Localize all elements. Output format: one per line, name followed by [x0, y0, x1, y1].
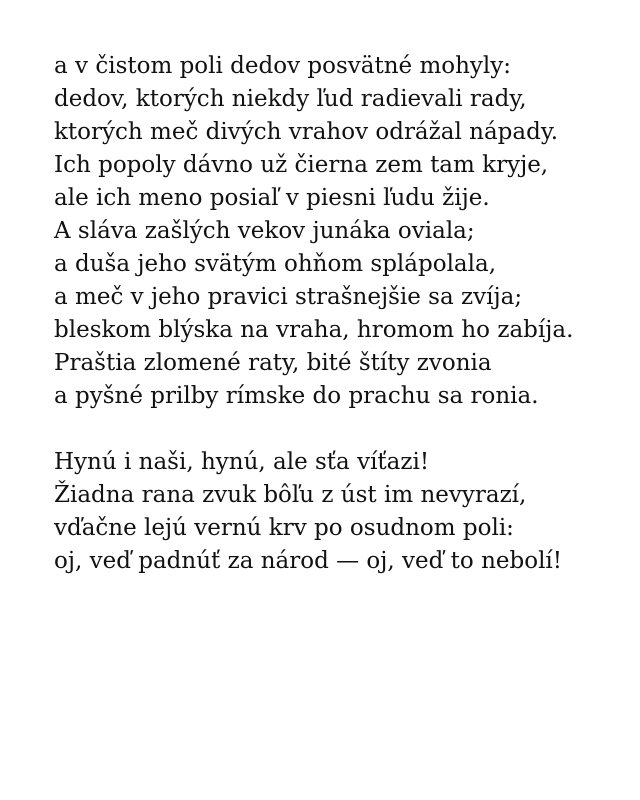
poem-line: A sláva zašlých vekov junáka oviala;	[54, 218, 475, 244]
poem-line: a v čistom poli dedov posvätné mohyly:	[54, 53, 512, 79]
poem-page	[54, 50, 624, 578]
stanza-2	[54, 446, 624, 578]
poem-line: oj, veď padnúť za národ — oj, veď to nebolí!	[54, 548, 563, 574]
poem-line: Ich popoly dávno už čierna zem tam kryje,	[54, 152, 549, 178]
poem-line: a meč v jeho pravici strašnejšie sa zvíja;	[54, 284, 523, 310]
poem-line: a pyšné prilby rímske do prachu sa ronia.	[54, 383, 539, 409]
poem-line: dedov, ktorých niekdy ľud radievali rady,	[54, 86, 527, 112]
poem-line: a duša jeho svätým ohňom splápolala,	[54, 251, 497, 277]
poem-line: Praštia zlomené raty, bité štíty zvonia	[54, 350, 492, 376]
poem-line: Hynú i naši, hynú, ale sťa víťazi!	[54, 449, 430, 475]
poem-line: ktorých meč divých vrahov odrážal nápady.	[54, 119, 559, 145]
poem-line: vďačne lejú vernú krv po osudnom poli:	[54, 515, 514, 541]
poem-line: ale ich meno posiaľ v piesni ľudu žije.	[54, 185, 490, 211]
stanza-1	[54, 50, 624, 413]
poem-line: Žiadna rana zvuk bôľu z úst im nevyrazí,	[54, 482, 527, 508]
poem-line: bleskom blýska na vraha, hromom ho zabíja.	[54, 317, 574, 343]
